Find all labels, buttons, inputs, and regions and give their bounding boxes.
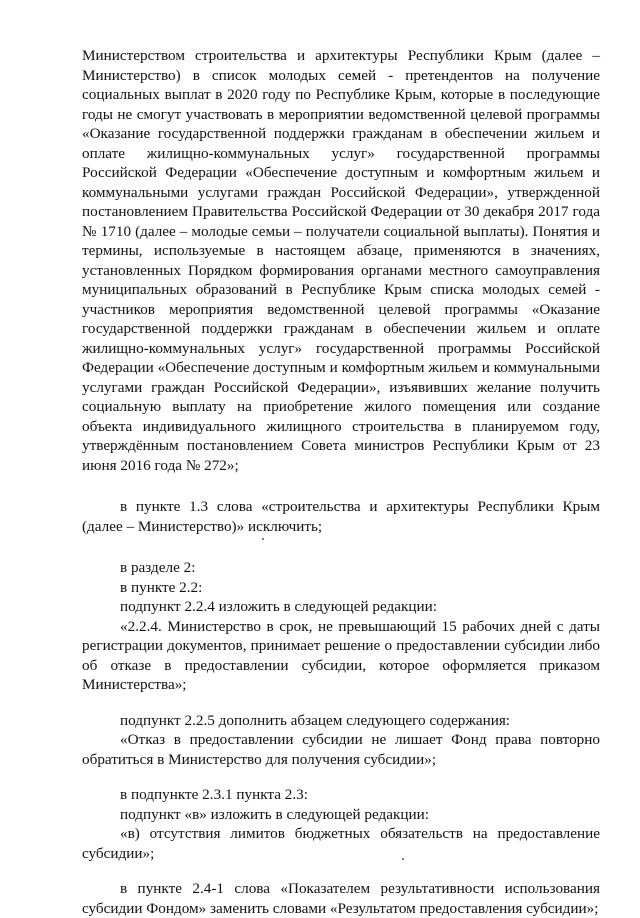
paragraph-subpoint-v: подпункт «в» изложить в следующей редакции: [120, 805, 429, 823]
paragraph-eligibility: Министерством строительства и архитектуры Республики Крым (далее – Министерство) в список молодых семей - претендентов на получение социальных выплат в 2020 году по Республике Крым, которые в последующие годы не смогут участвовать в мероприятии ведомственной целевой программы «Оказание государственной поддержки гражданам в обеспечении жильем и оплате жилищно-коммунальных услуг» государственной программы Российской Федерации «Обеспечение доступным и комфортным жильем и коммунальными услугами граждан Российской Федерации», утвержденной постановлением Правительства Российской Федерации от 30 декабря 2017 года № 1710 (далее – молодые семьи – получатели социальной выплаты). Понятия и термины, используемые в настоящем абзаце, применяются в значениях, установленных Порядком формирования органами местного самоуправления муниципальных образований в Республике Крым списка молодых семей - участников мероприятия ведомственной целевой программы «Оказание государственной поддержки гражданам в обеспечении жильем и оплате жилищно-коммунальных услуг» государственной программы Российской Федерации «Обеспечение доступным и комфортным жильем и коммунальными услугами граждан Российской Федерации», изъявивших желание получить социальную выплату на приобретение жилого помещения или создание объекта индивидуального жилищного строительства в планируемом году, утверждённым постановлением Совета министров Республики Крым от 23 июня 2016 года № 272»; [82, 47, 600, 474]
paragraph-subpoint-2-2-5: подпункт 2.2.5 дополнить абзацем следующего содержания: [120, 711, 511, 729]
scan-speck [402, 858, 404, 860]
paragraph-section-2: в разделе 2: [120, 559, 196, 576]
paragraph-point-1-3: в пункте 1.3 слова «строительства и архитектуры Республики Крым (далее – Министерство)» исключить; [82, 498, 600, 535]
paragraph-subpoint-v-text: «в) отсутствия лимитов бюджетных обязательств на предоставление субсидии»; [82, 825, 600, 862]
paragraph-point-2-2: в пункте 2.2: [120, 578, 203, 596]
paragraph-2-2-4-text: «2.2.4. Министерство в срок, не превышающий 15 рабочих дней с даты регистрации документов, принимает решение о предоставлении субсидии либо об отказе в предоставлении субсидии, которое оформляется приказом Министерства»; [82, 617, 600, 693]
paragraph-point-2-4-1: в пункте 2.4-1 слова «Показателем результативности использования субсидии Фондом» заменить словами «Результатом предоставления субсидии»; [82, 880, 600, 917]
scan-speck [262, 538, 264, 540]
paragraph-2-2-5-text: «Отказ в предоставлении субсидии не лишает Фонд права повторно обратиться в Министерство для получения субсидии»; [82, 731, 600, 768]
paragraph-subpoint-2-2-4: подпункт 2.2.4 изложить в следующей редакции: [120, 598, 437, 615]
paragraph-subpoint-2-3-1: в подпункте 2.3.1 пункта 2.3: [120, 786, 308, 803]
